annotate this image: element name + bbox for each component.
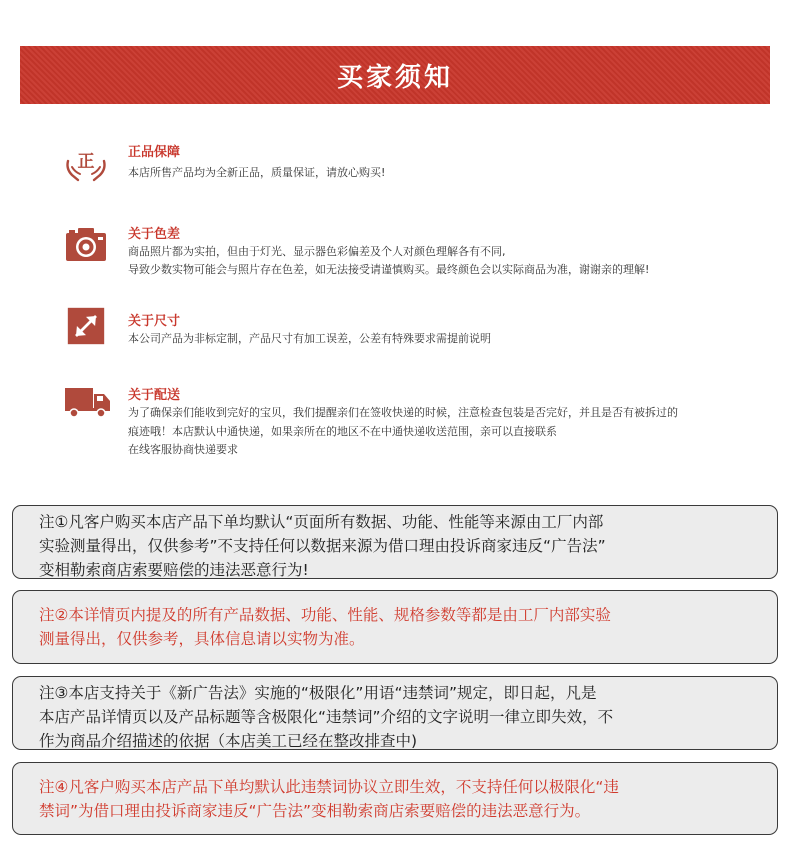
note-line: 测量得出，仅供参考，具体信息请以实物为准。 <box>39 630 365 648</box>
section-desc-line: 痕迹哦！本店默认中通快递，如果亲所在的地区不在中通快递收送范围，亲可以直接联系 <box>128 425 557 438</box>
note-2 <box>12 590 778 664</box>
note-3 <box>12 676 778 750</box>
section-desc-line: 本公司产品为非标定制，产品尺寸有加工误差，公差有特殊要求需提前说明 <box>128 332 491 345</box>
genuine-hands-icon <box>64 143 108 183</box>
section-title: 关于配送 <box>128 388 181 403</box>
page-banner <box>20 46 770 104</box>
note-line: 注③本店支持关于《新广告法》实施的“极限化”用语“违禁词”规定，即日起，凡是 <box>39 684 597 702</box>
note-line: 注①凡客户购买本店产品下单均默认“页面所有数据、功能、性能等来源由工厂内部 <box>39 513 604 531</box>
note-4 <box>12 762 778 835</box>
section-title: 关于色差 <box>128 227 181 242</box>
note-line: 注④凡客户购买本店产品下单均默认此违禁词协议立即生效，不支持任何以极限化“违 <box>39 778 619 796</box>
note-line: 本店产品详情页以及产品标题等含极限化“违禁词”介绍的文字说明一律立即失效，不 <box>39 708 614 726</box>
section-title: 正品保障 <box>128 145 181 160</box>
section-desc-line: 在线客服协商快递要求 <box>128 443 238 456</box>
section-desc-line: 为了确保亲们能收到完好的宝贝，我们提醒亲们在签收快递的时候，注意检查包装是否完好，并且是否有被拆过的 <box>128 406 678 419</box>
note-line: 注②本详情页内提及的所有产品数据、功能、性能、规格参数等都是由工厂内部实验 <box>39 606 611 624</box>
note-line: 禁词”为借口理由投诉商家违反“广告法”变相勒索商店索要赔偿的违法恶意行为。 <box>39 802 591 820</box>
note-line: 变相勒索商店索要赔偿的违法恶意行为! <box>39 561 309 579</box>
camera-icon <box>64 224 108 264</box>
note-line: 实验测量得出，仅供参考”不支持任何以数据来源为借口理由投诉商家违反“广告法” <box>39 537 606 555</box>
section-title: 关于尺寸 <box>128 314 181 329</box>
note-1 <box>12 505 778 579</box>
section-desc-line: 商品照片都为实拍，但由于灯光、显示器色彩偏差及个人对颜色理解各有不同, <box>128 245 506 258</box>
banner-title: 买家须知 <box>336 62 453 93</box>
note-line: 作为商品介绍描述的依据（本店美工已经在整改排查中) <box>39 732 418 750</box>
section-desc-line: 本店所售产品均为全新正品，质量保证，请放心购买! <box>128 166 386 179</box>
resize-arrow-icon <box>64 306 108 346</box>
delivery-truck-icon <box>64 382 112 422</box>
section-desc-line: 导致少数实物可能会与照片存在色差，如无法接受请谨慎购买。最终颜色会以实际商品为准，谢谢亲的理解! <box>128 263 650 276</box>
genuine-glyph: 正 <box>77 152 95 172</box>
